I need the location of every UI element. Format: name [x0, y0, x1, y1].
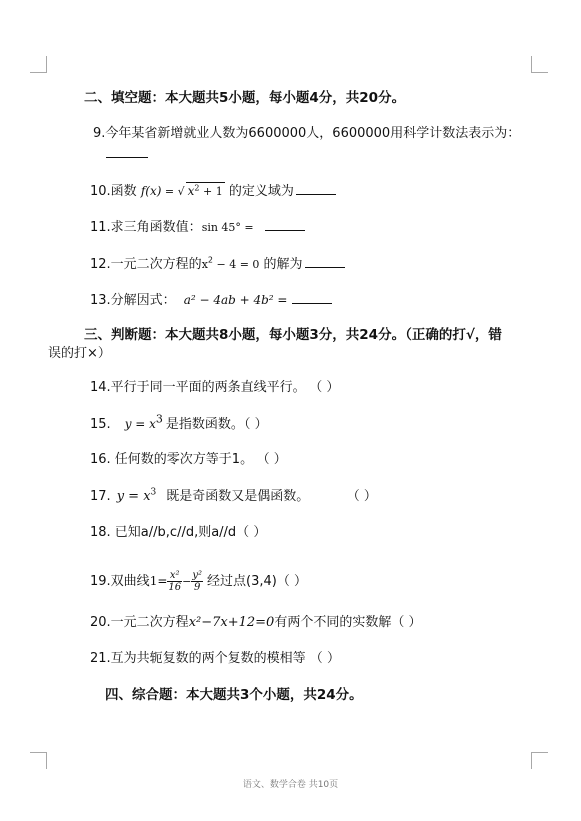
page-footer: 语文、数学合卷 共10页 [242, 780, 339, 790]
question-12-suffix: 的解为 [259, 257, 303, 272]
section2-heading: 二、填空题：本大题共5小题，每小题4分，共20分。 [84, 90, 406, 106]
question-15: 15. $y = x^3$ 是指数函数。（ ） [90, 412, 268, 432]
question-18: 18. 已知a//b,c//d,则a//d（ ） [90, 525, 267, 540]
question-20-expr: x²−7x+12=0 [188, 615, 275, 630]
question-16-paren: （ ） [263, 452, 287, 467]
question-12-prefix: 12.一元二次方程的 [90, 257, 202, 272]
question-10-radical: $x^2 + 1$ [187, 183, 223, 198]
question-15-paren: （ ） [243, 417, 268, 432]
question-10-blank [296, 182, 336, 195]
question-17: 17. $y = x^3$ 既是奇函数又是偶函数。 （ ） [90, 487, 377, 504]
crop-mark-top-left [30, 56, 47, 73]
question-9-blank [106, 145, 148, 163]
question-10-prefix: 10.函数 [90, 184, 141, 199]
question-19: 19.双曲线1= $\frac{\text{x²}}{16}$ − $\frac{\text{y²}}{9}$ 经过点(3,4)（ ） [90, 570, 307, 593]
question-20: 20.一元二次方程x²−7x+12=0有两个不同的实数解（ ） [90, 615, 422, 630]
question-11-prefix: 11.求三角函数值： [90, 220, 202, 235]
question-11-expr: sin 45° [201, 221, 241, 234]
question-12: 12.一元二次方程的$x^2 - 4 = 0$ 的解为 [90, 255, 345, 273]
question-14: 14.平行于同一平面的两条直线平行。 （ ） [90, 380, 340, 395]
question-19-fraction-y: $\frac{\text{y²}}{9}$ [192, 570, 203, 593]
question-13-expr: a² − 4ab + 4b² = [183, 293, 288, 307]
question-13-blank [292, 291, 332, 304]
crop-mark-top-right [531, 56, 548, 73]
question-17-paren: （ ） [353, 489, 377, 504]
question-12-blank [305, 255, 345, 268]
question-15-expr: y = x [124, 417, 156, 431]
crop-mark-bottom-left [30, 752, 47, 769]
crop-mark-bottom-right [531, 752, 548, 769]
question-11: 11.求三角函数值：sin 45° = [90, 218, 305, 236]
question-10: 10.函数 f(x) = √ $x^2 + 1$ 的定义域为 [90, 182, 336, 200]
question-12-expr: − 4 = 0 [213, 258, 260, 271]
question-13 [90, 291, 332, 309]
question-19-fraction-x: $\frac{\text{x²}}{16}$ [168, 570, 182, 593]
question-16: 16. 任何数的零次方等于1。 （ ） [90, 452, 287, 467]
question-14-paren: （ ） [315, 380, 340, 395]
question-21: 21.互为共轭复数的两个复数的模相等 （ ） [90, 651, 340, 666]
section3-heading-line1: 三、判断题：本大题共8小题，每小题3分，共24分。（正确的打√，错 [84, 327, 502, 343]
question-10-var: (x) [145, 184, 162, 198]
question-10-suffix: 的定义域为 [224, 184, 294, 199]
question-10-func: f [140, 184, 146, 198]
question-11-blank [265, 218, 305, 231]
section3-heading-line2: 误的打×） [48, 346, 111, 361]
question-13-prefix: 13.分解因式： [90, 293, 176, 308]
question-9: 9.今年某省新增就业人数为6600000人，6600000用科学计数法表示为： [93, 126, 521, 141]
section4-heading: 四、综合题：本大题共3个小题，共24分。 [105, 687, 363, 703]
question-17-expr: y = x [116, 489, 151, 504]
question-10-eq: = [161, 185, 178, 198]
